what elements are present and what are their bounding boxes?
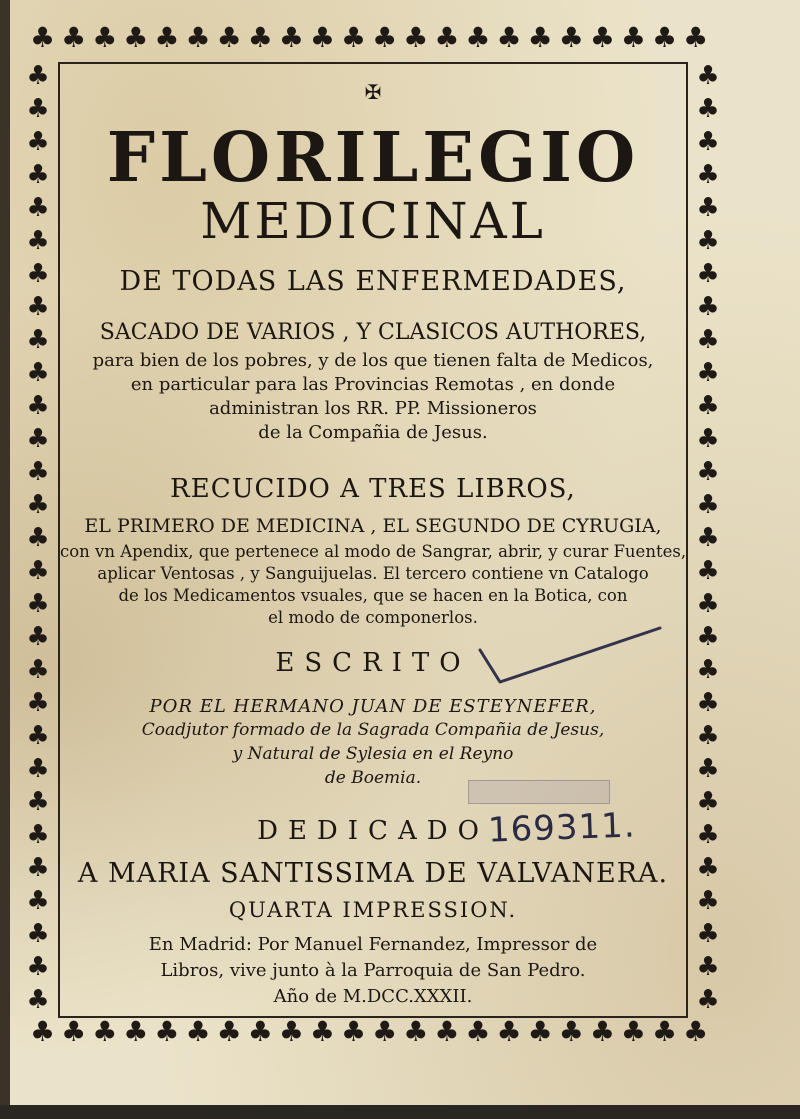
- subtitle-line-2: para bien de los pobres, y de los que tienen falta de Medicos,: [92, 350, 654, 371]
- title-line-3: DE TODAS LAS ENFERMEDADES,: [119, 266, 627, 297]
- edition-statement: QUARTA IMPRESSION.: [228, 898, 518, 922]
- library-stamp: [468, 780, 610, 804]
- imprint-line-2: Libros, vive junto à la Parroquia de San Pedro.: [160, 960, 586, 981]
- subtitle-line-3: en particular para las Provincias Remotas , en donde: [130, 374, 616, 395]
- author-line-4: de Boemia.: [324, 768, 422, 788]
- handwritten-number: 169311.: [487, 805, 637, 851]
- imprint-line-3: Año de M.DCC.XXXII.: [273, 986, 473, 1007]
- imprint-line-1: En Madrid: Por Manuel Fernandez, Impressor de: [148, 934, 598, 955]
- author-line-2: Coadjutor formado de la Sagrada Compañia de Jesus,: [141, 720, 605, 740]
- books-line-3: aplicar Ventosas , y Sanguijuelas. El tercero contiene vn Catalogo: [97, 564, 649, 583]
- subtitle-line-1: SACADO DE VARIOS , Y CLASICOS AUTHORES,: [99, 320, 647, 345]
- dedication-heading: DEDICADO: [257, 816, 489, 846]
- page-edge-shadow: [0, 0, 10, 1119]
- cross-ornament-icon: ✠: [364, 80, 382, 104]
- handwritten-check-icon: [470, 620, 670, 700]
- ornamental-border-bottom: ♣♣♣♣♣♣♣♣♣♣♣♣♣♣♣♣♣♣♣♣♣♣: [30, 1018, 715, 1048]
- author-line-1: POR EL HERMANO JUAN DE ESTEYNEFER,: [149, 696, 597, 717]
- subtitle-line-5: de la Compañia de Jesus.: [258, 422, 488, 443]
- author-line-3: y Natural de Sylesia en el Reyno: [232, 744, 514, 764]
- books-line-5: el modo de componerlos.: [268, 608, 478, 627]
- subtitle-line-4: administran los RR. PP. Missioneros: [209, 398, 537, 419]
- title-line-1: FLORILEGIO: [106, 118, 640, 198]
- books-heading: RECUCIDO A TRES LIBROS,: [170, 474, 576, 504]
- ornamental-border-right: ♣♣♣♣♣♣♣♣♣♣♣♣♣♣♣♣♣♣♣♣♣♣♣♣♣♣♣♣♣: [696, 61, 720, 1015]
- ornamental-border-left: ♣♣♣♣♣♣♣♣♣♣♣♣♣♣♣♣♣♣♣♣♣♣♣♣♣♣♣♣♣: [26, 61, 50, 1015]
- ornamental-border-top: ♣♣♣♣♣♣♣♣♣♣♣♣♣♣♣♣♣♣♣♣♣♣: [30, 24, 715, 54]
- title-line-2: MEDICINAL: [200, 192, 546, 250]
- books-line-4: de los Medicamentos vsuales, que se hacen en la Botica, con: [118, 586, 628, 605]
- page-bottom-shadow: [0, 1105, 800, 1119]
- author-heading: ESCRITO: [275, 648, 471, 678]
- books-line-2: con vn Apendix, que pertenece al modo de Sangrar, abrir, y curar Fuentes,: [60, 542, 687, 561]
- books-line-1: EL PRIMERO DE MEDICINA , EL SEGUNDO DE CYRUGIA,: [84, 515, 662, 537]
- dedication-line: A MARIA SANTISSIMA DE VALVANERA.: [77, 858, 669, 889]
